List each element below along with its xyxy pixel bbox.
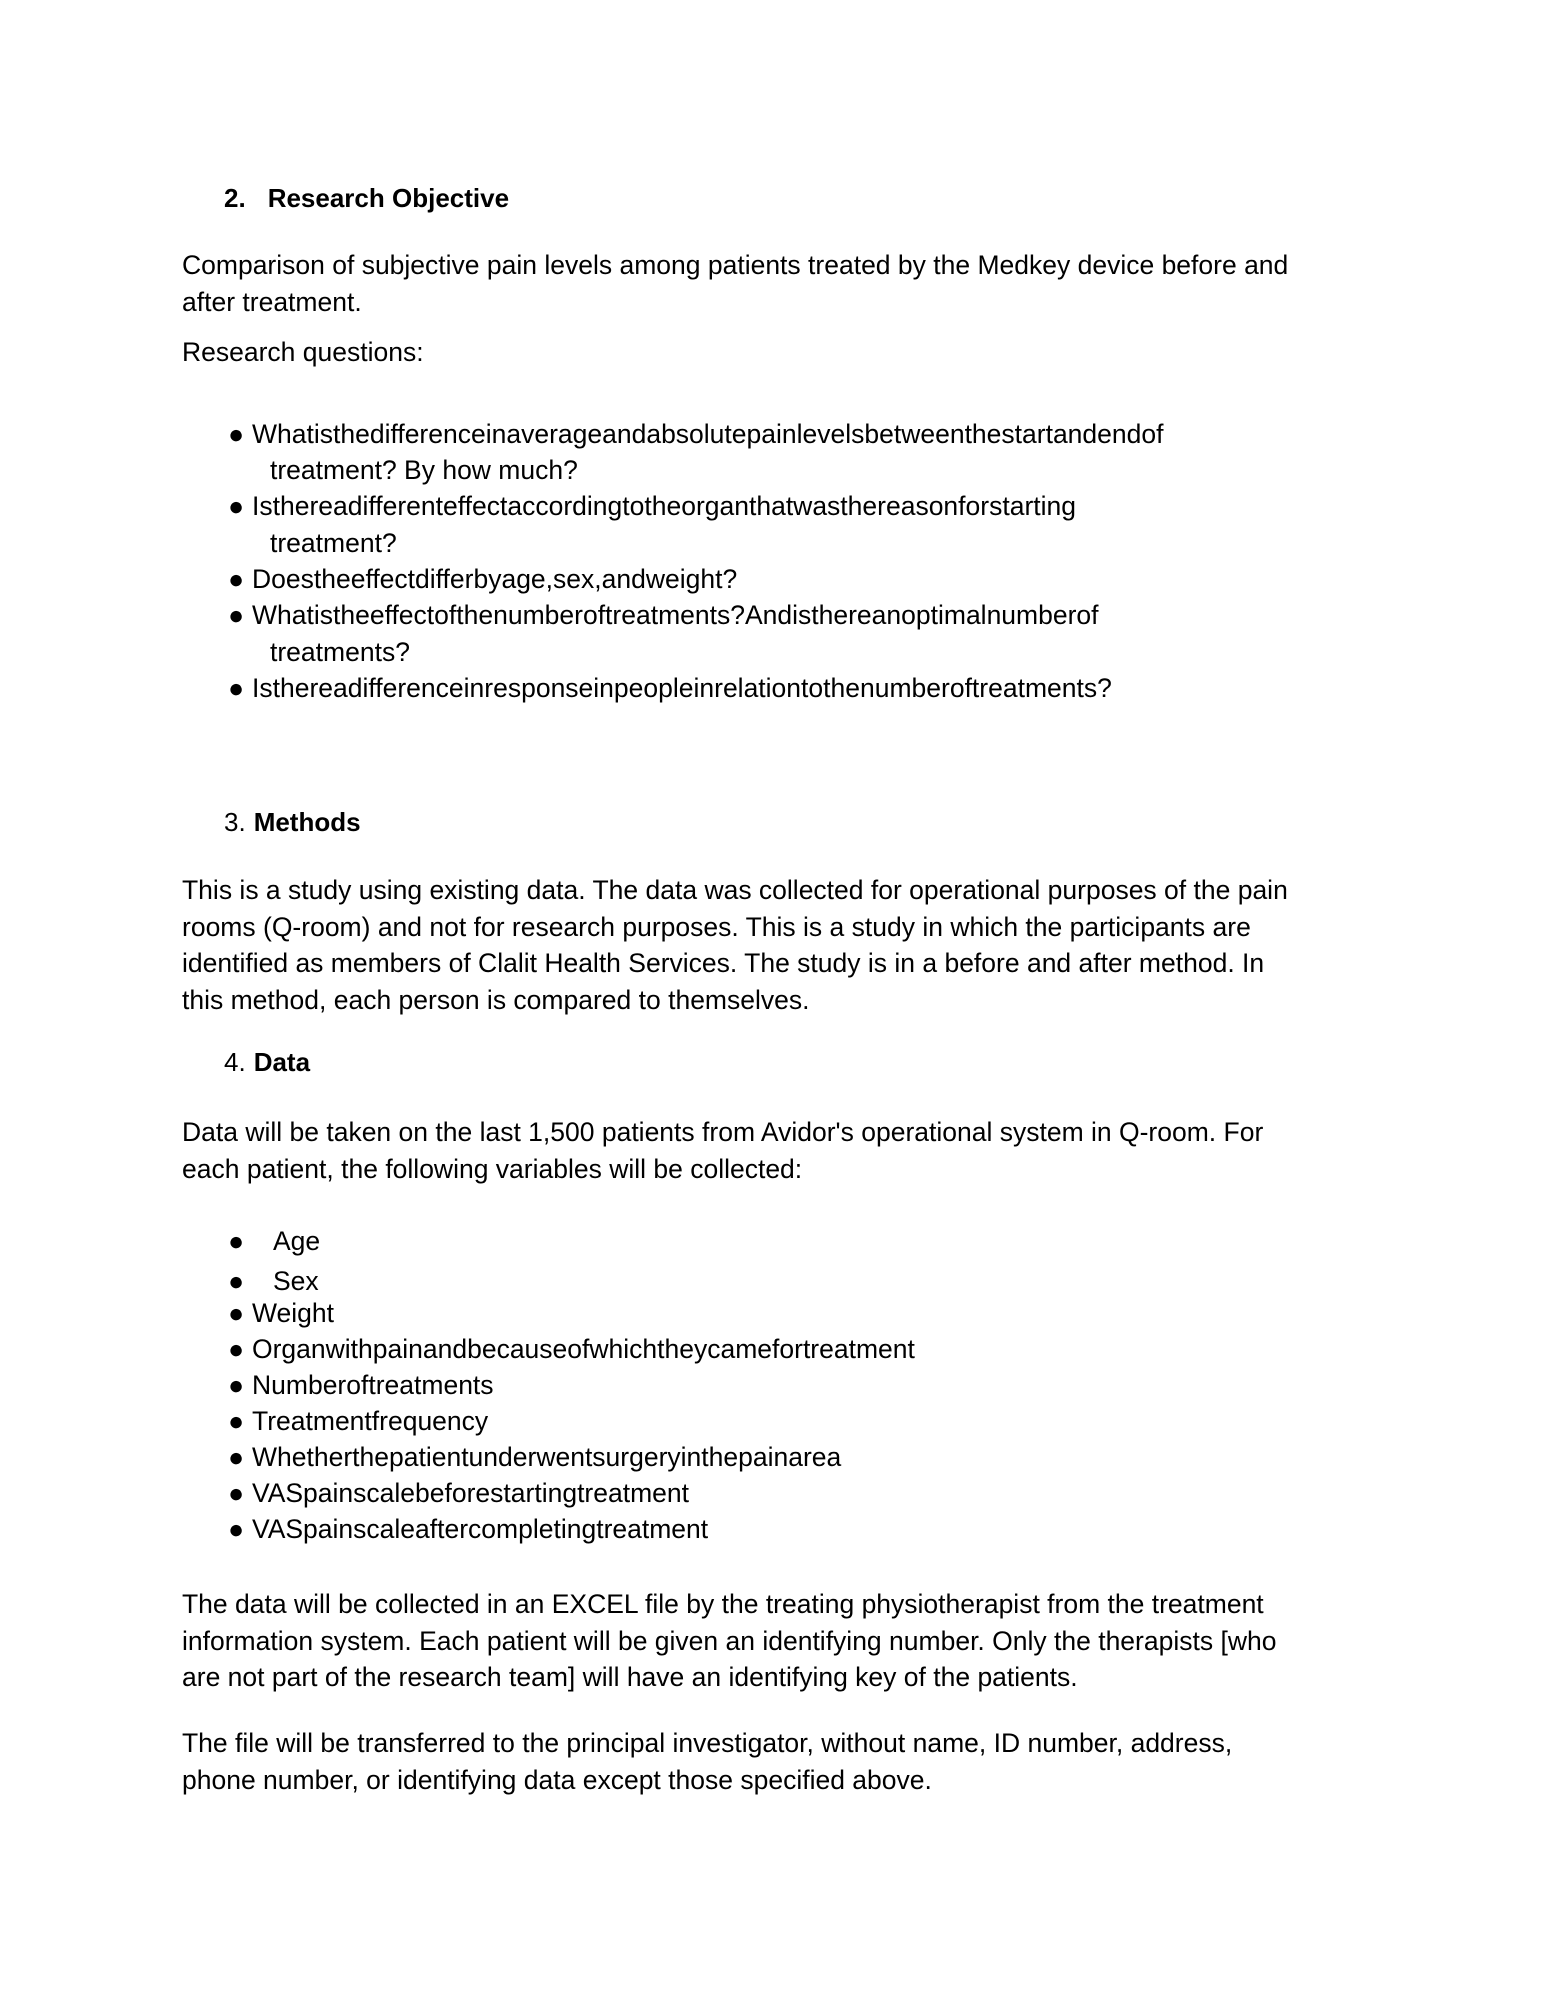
question-text: Isthereadifferenceinresponseinpeopleinrelationtothenumberoftreatments? — [252, 673, 1112, 703]
section-title: Research Objective — [267, 183, 510, 213]
text-line: This is a study using existing data. The data was collected for operational purposes of the pain — [182, 875, 1288, 905]
variable-text: Treatmentfrequency — [252, 1406, 489, 1436]
section-number: 2. — [224, 183, 246, 213]
list-item-variable-vas-before — [228, 1478, 689, 1509]
bullet-icon: ● — [228, 673, 245, 703]
data-transfer-paragraph — [182, 1725, 1392, 1798]
list-item-variable-number-of-treatments — [228, 1370, 494, 1401]
methods-paragraph — [182, 872, 1392, 1018]
section-heading-data — [224, 1047, 310, 1078]
variable-text: Sex — [273, 1266, 319, 1296]
list-item-variable-organ — [228, 1334, 915, 1365]
list-item-variable-frequency — [228, 1406, 488, 1437]
variable-text: Age — [273, 1226, 321, 1256]
text-line: Comparison of subjective pain levels among patients treated by the Medkey device before and — [182, 250, 1289, 280]
bullet-icon: ● — [228, 1334, 245, 1364]
bullet-icon: ● — [228, 1514, 245, 1544]
data-collection-paragraph — [182, 1586, 1392, 1696]
list-item-variable-weight — [228, 1298, 334, 1329]
variable-text: Organwithpainandbecauseofwhichtheycamefortreatment — [252, 1334, 915, 1364]
question-continuation: treatment? By how much? — [270, 455, 578, 485]
list-item-question-3 — [228, 564, 737, 595]
variable-text: Weight — [252, 1298, 334, 1328]
text-line: this method, each person is compared to themselves. — [182, 984, 810, 1015]
bullet-icon: ● — [228, 419, 245, 449]
bullet-icon: ● — [228, 1266, 245, 1296]
question-text: Doestheeffectdifferbyage,sex,andweight? — [252, 564, 738, 594]
list-item-variable-sex — [228, 1266, 319, 1297]
question-text: Whatisthedifferenceinaverageandabsolutepainlevelsbetweenthestartandendof — [252, 419, 1164, 449]
text-line: each patient, the following variables will be collected: — [182, 1153, 803, 1184]
bullet-icon: ● — [228, 564, 245, 594]
research-questions-label: Research questions: — [182, 337, 424, 367]
variable-text: VASpainscaleaftercompletingtreatment — [252, 1514, 709, 1544]
question-text: Whatistheeffectofthenumberoftreatments?Andisthereanoptimalnumberof — [252, 600, 1099, 630]
list-item-variable-vas-after — [228, 1514, 708, 1545]
text-line: identified as members of Clalit Health Services. The study is in a before and after method. In — [182, 948, 1265, 978]
list-item-question-2 — [228, 491, 1076, 522]
bullet-icon: ● — [228, 1406, 245, 1436]
list-item-question-5 — [228, 673, 1112, 704]
section-heading-research-objective — [224, 183, 509, 214]
text-line: The file will be transferred to the principal investigator, without name, ID number, address, — [182, 1728, 1233, 1758]
text-line: after treatment. — [182, 286, 362, 317]
text-line: information system. Each patient will be given an identifying number. Only the therapists [who — [182, 1625, 1277, 1656]
bullet-icon: ● — [228, 1370, 245, 1400]
section-title: Data — [253, 1047, 311, 1077]
bullet-icon: ● — [228, 1226, 245, 1256]
data-intro-paragraph — [182, 1114, 1392, 1187]
question-text: Isthereadifferenteffectaccordingtotheorganthatwasthereasonforstarting — [252, 491, 1076, 521]
variable-text: VASpainscalebeforestartingtreatment — [252, 1478, 690, 1508]
bullet-icon: ● — [228, 491, 245, 521]
bullet-icon: ● — [228, 1442, 245, 1472]
list-item-variable-age — [228, 1226, 320, 1257]
bullet-icon: ● — [228, 1478, 245, 1508]
bullet-icon: ● — [228, 1298, 245, 1328]
section-title: Methods — [253, 807, 361, 837]
list-item-question-4 — [228, 600, 1099, 631]
section-number: 3. — [224, 807, 246, 837]
question-continuation: treatment? — [270, 528, 397, 558]
text-line: Data will be taken on the last 1,500 patients from Avidor's operational system in Q-room. For — [182, 1117, 1264, 1147]
text-line: phone number, or identifying data except those specified above. — [182, 1764, 932, 1795]
question-continuation: treatments? — [270, 637, 410, 667]
list-item-question-1 — [228, 419, 1163, 450]
text-line: The data will be collected in an EXCEL file by the treating physiotherapist from the treatment — [182, 1589, 1264, 1619]
text-line: rooms (Q-room) and not for research purposes. This is a study in which the participants are — [182, 911, 1251, 942]
variable-text: Numberoftreatments — [252, 1370, 494, 1400]
objective-paragraph — [182, 247, 1392, 320]
bullet-icon: ● — [228, 600, 245, 630]
variable-text: Whetherthepatientunderwentsurgeryinthepainarea — [252, 1442, 842, 1472]
list-item-variable-surgery — [228, 1442, 841, 1473]
section-heading-methods — [224, 807, 361, 838]
section-number: 4. — [224, 1047, 246, 1077]
text-line: are not part of the research team] will have an identifying key of the patients. — [182, 1662, 1078, 1692]
